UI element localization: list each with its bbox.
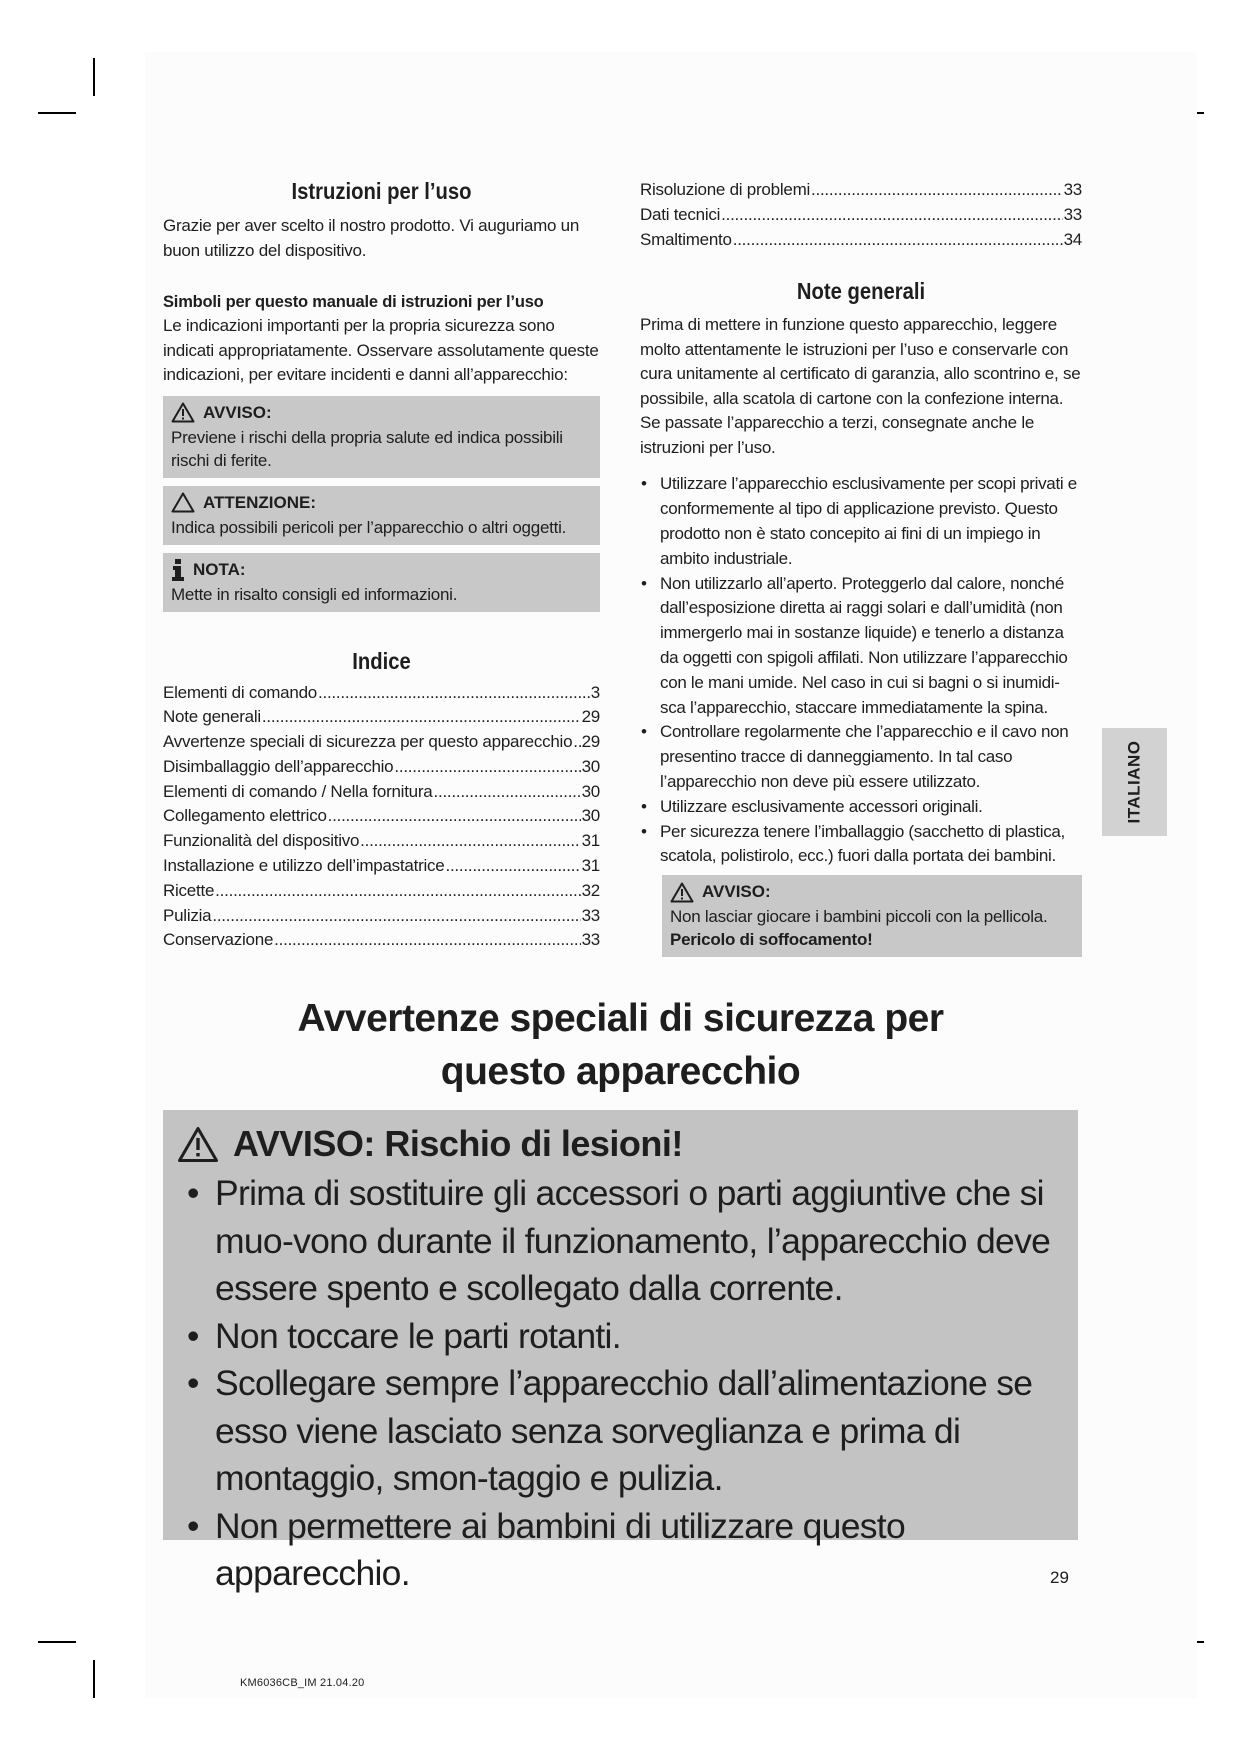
toc-row[interactable]: Installazione e utilizzo dell’impastatrice ..... 31 <box>163 854 600 879</box>
toc-row[interactable]: Conservazione ..... 33 <box>163 928 600 953</box>
symbols-text: Le indicazioni importanti per la propria sicurezza sono indicati appropriatamente. Osservare assolutamente queste indicazioni, per evitare incidenti e danni all’apparecchio: <box>163 316 599 384</box>
toc-row[interactable]: Dati tecnici ..... 33 <box>640 203 1082 228</box>
list-item: • Non permettere ai bambini di utilizzare questo apparecchio. <box>177 1503 1058 1598</box>
suffocation-warning-title: AVVISO: <box>702 882 771 902</box>
list-item: • Per sicurezza tenere l’imballaggio (sacchetto di plastica, scatola, polistirolo, ecc.) fuori dalla portata dei bambini. <box>640 820 1082 870</box>
index-title: Indice <box>352 647 411 674</box>
suffocation-warning-box <box>662 875 1082 957</box>
warning-icon <box>670 882 694 903</box>
injury-warning-list <box>177 1170 1058 1598</box>
list-item: • Controllare regolarmente che l’apparecchio e il cavo non presentino tracce di danneggiamento. In tal caso l’apparecchio non deve più essere utilizzato. <box>640 720 1082 794</box>
left-column <box>163 178 600 953</box>
language-tab-label: ITALIANO <box>1124 740 1144 824</box>
toc-row[interactable]: Disimballaggio dell’apparecchio ..... 30 <box>163 755 600 780</box>
footer-code: KM6036CB_IM 21.04.20 <box>240 1677 365 1689</box>
general-notes-intro: Prima di mettere in funzione questo apparecchio, leggere molto attentamente le istruzioni per l’uso e conservarle con cura unitamente al certificato di garanzia, allo scontrino e, se possibile, alla scatola di cartone con la confezione interna. Se passate l’apparecchio a terzi, consegnate anche le istruzioni per l’uso. <box>640 315 1081 457</box>
info-icon <box>171 559 185 581</box>
crop-mark <box>38 1641 76 1643</box>
suffocation-warning-text: Non lasciar giocare i bambini piccoli con la pellicola. <box>670 907 1048 927</box>
intro-text: Grazie per aver scelto il nostro prodotto. Vi auguriamo un buon utilizzo del dispositivo. <box>163 216 580 260</box>
toc-row[interactable]: Avvertenze speciali di sicurezza per questo apparecchio ..... 29 <box>163 730 600 755</box>
language-tab <box>1102 728 1167 836</box>
toc-row[interactable]: Risoluzione di problemi ..... 33 <box>640 178 1082 203</box>
note-box-text: Mette in risalto consigli ed informazioni. <box>171 584 458 604</box>
list-item: • Non utilizzarlo all’aperto. Proteggerlo dal calore, nonché dall’esposizione diretta ai raggi solari e dall’umidità (non immergerlo mai in sostanze liquide) e tenerlo a distanza da oggetti con spigoli affilati. Non utilizzare l’apparecchio con le mani umide. Nel caso in cui si bagni o si inumidi-sca l’apparecchio, staccare immediatamente la spina. <box>640 572 1082 721</box>
toc-row[interactable]: Elementi di comando ..... 3 <box>163 681 600 706</box>
warning-icon <box>171 402 195 423</box>
safety-heading-line: questo apparecchio <box>440 1050 801 1093</box>
list-item: • Non toccare le parti rotanti. <box>177 1313 1058 1361</box>
right-column <box>640 178 1082 957</box>
note-box <box>163 553 600 612</box>
toc-row[interactable]: Funzionalità del dispositivo ..... 31 <box>163 829 600 854</box>
safety-heading-line: Avvertenze speciali di sicurezza per <box>297 997 944 1040</box>
list-item: • Utilizzare l’apparecchio esclusivamente per scopi privati e conformemente al tipo di applicazione previsto. Questo prodotto non è stato concepito ai fini di un impiego in ambito industriale. <box>640 472 1082 571</box>
crop-mark <box>93 1660 95 1698</box>
toc-row[interactable]: Pulizia ..... 33 <box>163 904 600 929</box>
symbols-heading: Simboli per questo manuale di istruzioni per l’uso <box>163 293 544 311</box>
list-item: • Prima di sostituire gli accessori o parti aggiuntive che si muo-vono durante il funzionamento, l’apparecchio deve essere spento e scollegato dalla corrente. <box>177 1170 1058 1313</box>
crop-mark <box>93 58 95 96</box>
warning-box <box>163 396 600 478</box>
caution-box-text: Indica possibili pericoli per l’apparecchio o altri oggetti. <box>171 517 567 537</box>
toc-row[interactable]: Note generali ..... 29 <box>163 705 600 730</box>
toc-row[interactable]: Ricette ..... 32 <box>163 879 600 904</box>
list-item: • Scollegare sempre l’apparecchio dall’alimentazione se esso viene lasciato senza sorveglianza e prima di montaggio, smon-taggio e pulizia. <box>177 1360 1058 1503</box>
warning-box-title: AVVISO: <box>203 402 272 422</box>
page-number: 29 <box>1050 1568 1069 1587</box>
list-item: • Utilizzare esclusivamente accessori originali. <box>640 795 1082 820</box>
suffocation-warning-emphasis: Pericolo di soffocamento! <box>670 930 873 950</box>
warning-box-text: Previene i rischi della propria salute ed indica possibili rischi di ferite. <box>171 427 563 470</box>
note-box-title: NOTA: <box>193 559 246 579</box>
table-of-contents-continued <box>640 178 1082 252</box>
instructions-title: Istruzioni per l’uso <box>291 178 472 204</box>
caution-box <box>163 486 600 545</box>
toc-row[interactable]: Elementi di comando / Nella fornitura ..... 30 <box>163 780 600 805</box>
injury-warning-title: AVVISO: Rischio di lesioni! <box>233 1123 683 1164</box>
general-notes-list <box>640 472 1082 869</box>
caution-box-title: ATTENZIONE: <box>203 492 317 512</box>
toc-row[interactable]: Smaltimento ..... 34 <box>640 228 1082 253</box>
toc-row[interactable]: Collegamento elettrico ..... 30 <box>163 804 600 829</box>
crop-mark <box>38 112 76 114</box>
table-of-contents <box>163 681 600 954</box>
warning-icon <box>171 492 195 513</box>
general-notes-title: Note generali <box>796 278 926 305</box>
warning-icon <box>177 1126 219 1163</box>
safety-heading <box>163 992 1078 1098</box>
